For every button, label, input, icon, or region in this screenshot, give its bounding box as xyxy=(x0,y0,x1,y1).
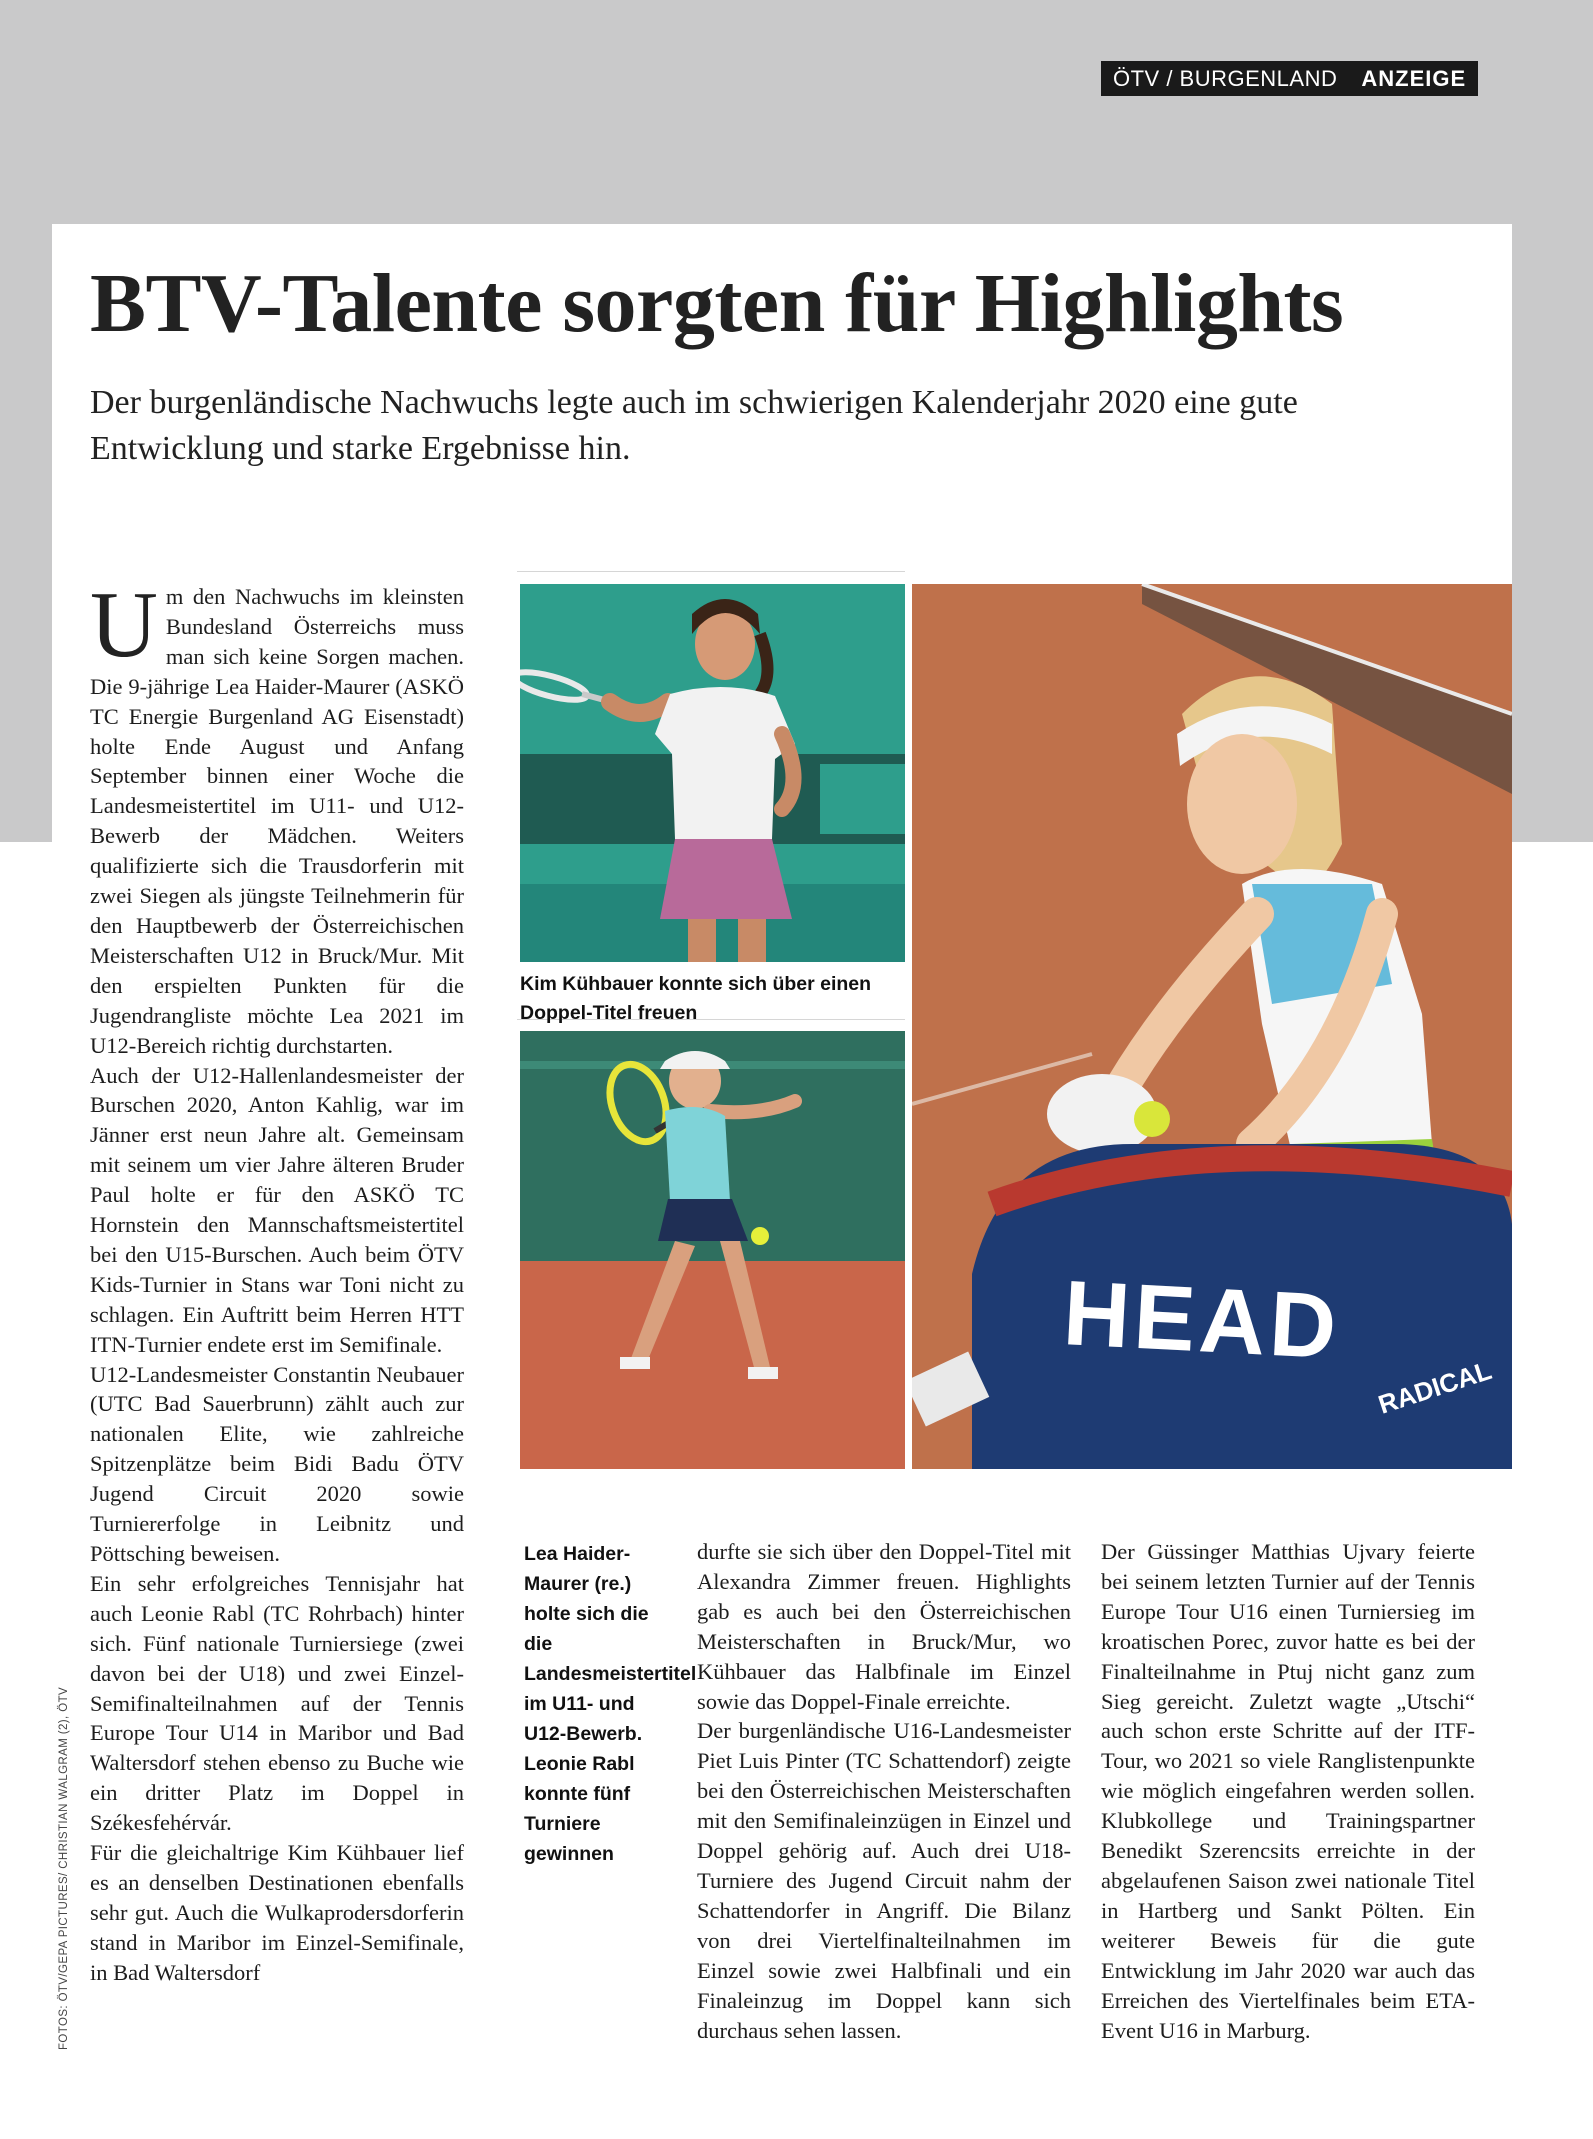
paragraph: Für die gleichaltrige Kim Kühbauer lief es an denselben Destinationen ebenfalls sehr gut. Auch die Wulkaprodersdorferin stand in Maribor im Einzel-Semifinale, in Bad Waltersdorf xyxy=(90,1840,464,1985)
lead-text: m den Nachwuchs im kleinsten Bundesland Österreichs muss man sich keine Sorgen machen. Die 9-jährige Lea Haider-Maurer (ASKÖ TC Energie Burgenland AG Eisenstadt) holte Ende August und Anfang September binnen einer Woche die Landesmeistertitel im U11- und U12-Bewerb der Mädchen. Weiters qualifizierte sich die Trausdorferin mit zwei Siegen als jüngste Teilnehmerin für den Hauptbewerb der Österreichischen Meisterschaften U12 in Bruck/Mur. Mit den erspielten Punkten für die Jugendrangliste möchte Lea 2021 im U12-Bereich richtig durchstarten. xyxy=(90,584,464,1058)
photo-lea-haider-maurer xyxy=(912,584,1512,1469)
photo-leonie-rabl xyxy=(520,1031,905,1469)
paragraph: Ein sehr erfolgreiches Tennisjahr hat auch Leonie Rabl (TC Rohrbach) hinter sich. Fünf nationale Turniersiege (zwei davon bei der U18) und zwei Einzel-Semifinalteilnahmen auf der Tennis Europe Tour U14 in Maribor und Bad Waltersdorf stehen ebenso zu Buche wie ein dritter Platz im Doppel in Székesfehérvár. xyxy=(90,1570,464,1836)
photo-credit-wrap xyxy=(56,1686,72,2050)
paragraph xyxy=(90,573,464,1061)
bag-model-text: RADICAL xyxy=(1374,1355,1496,1420)
paragraph: Der Güssinger Matthias Ujvary feierte bei seinem letzten Turnier auf der Tennis Europe Tour U16 einen Turniersieg im kroatischen Porec, zuvor hatte es bei der Finalteilnahme in Ptuj nicht ganz zum Sieg gereicht. Zuletzt wagte „Utschi“ auch schon erste Schritte auf der ITF-Tour, wo 2021 so viele Ranglistenpunkte wie möglich eingefahren werden sollen. Klubkollege und Trainingspartner Benedikt Szerencsits erreichte in der abgelaufenen Saison zwei nationale Titel in Hartberg und Sankt Pölten. Ein weiterer Beweis für die gute Entwicklung im Jahr 2020 war auch das Erreichen des Viertelfinales beim ETA-Event U16 in Marburg. xyxy=(1101,1539,1475,2043)
photo-frame-line xyxy=(517,571,905,572)
bag-brand-text: HEAD xyxy=(1060,1262,1343,1379)
paragraph: Auch der U12-Hallenlandesmeister der Burschen 2020, Anton Kahlig, war im Jänner erst neun Jahre alt. Gemeinsam mit seinem um vier Jahre älteren Bruder Paul holte er für den ASKÖ TC Hornstein den Mannschaftsmeistertitel bei den U15-Burschen. Auch beim ÖTV Kids-Turnier in Stans war Toni nicht zu schlagen. Ein Auftritt beim Herren HTT ITN-Turnier endete erst im Semifinale. xyxy=(90,1062,464,1357)
photo-credit: FOTOS: ÖTV/GEPA PICTURES/ CHRISTIAN WALGRAM (2), ÖTV xyxy=(58,1686,70,2050)
grey-left-band xyxy=(0,224,52,842)
paragraph: Der burgenländische U16-Landesmeister Piet Luis Pinter (TC Schattendorf) zeigte bei den Österreichischen Meisterschaften mit den Semifinaleinzügen in Einzel und Doppel gehörig auf. Auch drei U18-Turniere des Jugend Circuit nahm der Schattendorfer in Angriff. Die Bilanz von drei Viertelfinalteilnahmen im Einzel sowie zwei Halbfinali und ein Finaleinzug im Doppel kann sich durchaus sehen lassen. xyxy=(697,1718,1071,2043)
ad-label: ANZEIGE xyxy=(1361,65,1467,91)
article-column-4 xyxy=(1101,1537,1475,2045)
paragraph: U12-Landesmeister Constantin Neubauer (UTC Bad Sauerbrunn) zählt auch zur nationalen Elite, wie zahlreiche Spitzenplätze beim Bidi Badu ÖTV Jugend Circuit 2020 sowie Turniererfolge in Leibnitz und Pöttsching beweisen. xyxy=(90,1361,464,1566)
caption-lea-leonie: Lea Haider-Maurer (re.) holte sich die die Landesmeistertitel im U11- und U12-Bewerb. Leonie Rabl konnte fünf Turniere gewinnen xyxy=(524,1543,697,1865)
deck: Der burgenländische Nachwuchs legte auch im schwierigen Kalenderjahr 2020 eine gute Entwicklung und starke Ergebnisse hin. xyxy=(90,384,1298,467)
headline: BTV-Talente sorgten für Highlights xyxy=(90,257,1344,350)
paragraph: durfte sie sich über den Doppel-Titel mit Alexandra Zimmer freuen. Highlights gab es auch bei den Österreichischen Meisterschaften in Bruck/Mur, wo Kühbauer das Halbfinale im Einzel sowie das Doppel-Finale erreichte. xyxy=(697,1539,1071,1714)
photo-kim-kuehbauer xyxy=(520,584,905,962)
article-column-3 xyxy=(697,1537,1071,2045)
dropcap: U xyxy=(90,573,158,677)
section-tag xyxy=(1101,61,1478,96)
article-column-1 xyxy=(90,573,464,1988)
grey-header-band xyxy=(0,0,1593,224)
section-label: ÖTV / BURGENLAND xyxy=(1113,65,1338,91)
grey-right-band xyxy=(1512,224,1593,842)
caption-kim: Kim Kühbauer konnte sich über einen Doppel-Titel freuen xyxy=(520,973,872,1024)
